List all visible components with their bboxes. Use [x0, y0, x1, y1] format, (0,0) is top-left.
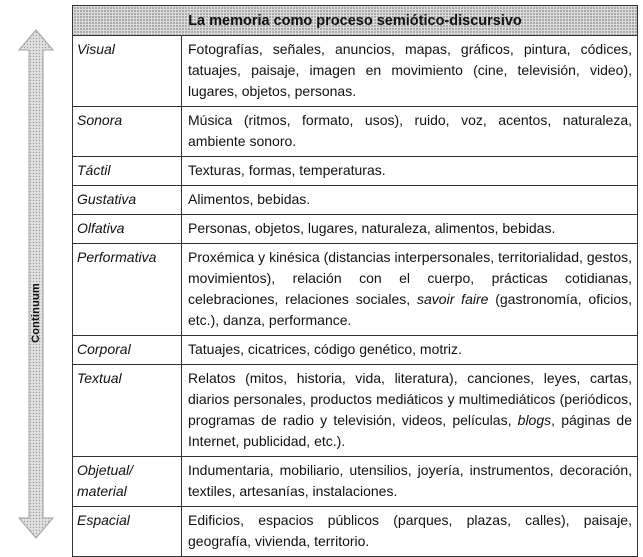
description-sonora: Música (ritmos, formato, usos), ruido, voz, acentos, naturaleza, ambiente sonoro. — [182, 107, 638, 157]
category-corporal: Corporal — [73, 336, 182, 365]
description-tactil: Texturas, formas, temperaturas. — [182, 157, 638, 186]
category-tactil: Táctil — [73, 157, 182, 186]
description-espacial: Edificios, espacios públicos (parques, plazas, calles), paisaje, geografía, vivienda, territorio. — [182, 507, 638, 557]
table-row — [73, 336, 638, 365]
description-text: Proxémica y kinésica (distancias interpersonales, territorialidad, gestos, movimientos), relación con el cuerpo, prácticas cotidianas, celebraciones, relaciones sociales, — [188, 249, 632, 307]
category-sonora: Sonora — [73, 107, 182, 157]
table-row — [73, 365, 638, 457]
table-row — [73, 36, 638, 107]
description-gustativa: Alimentos, bebidas. — [182, 186, 638, 215]
category-performativa: Performativa — [73, 244, 182, 336]
category-textual: Textual — [73, 365, 182, 457]
table-row — [73, 186, 638, 215]
table-row — [73, 457, 638, 507]
category-objetual-material: Objetual/ material — [73, 457, 182, 507]
description-corporal: Tatuajes, cicatrices, código genético, motriz. — [182, 336, 638, 365]
memoria-table — [72, 5, 638, 557]
emphasis-text: savoir faire — [417, 291, 489, 307]
description-visual: Fotografías, señales, anuncios, mapas, gráficos, pintura, códices, tatuajes, paisaje, imagen en movimiento (cine, televisión, video), lugares, objetos, personas. — [182, 36, 638, 107]
continuum-arrow: Continuum — [14, 28, 58, 540]
description-objetual-material: Indumentaria, mobiliario, utensilios, joyería, instrumentos, decoración, textiles, artesanías, instalaciones. — [182, 457, 638, 507]
table-title: La memoria como proceso semiótico-discursivo — [73, 6, 638, 36]
emphasis-text: blogs — [517, 412, 552, 428]
table-row — [73, 244, 638, 336]
category-visual: Visual — [73, 36, 182, 107]
category-olfativa: Olfativa — [73, 215, 182, 244]
table-row — [73, 507, 638, 557]
description-text: , páginas de Internet, publicidad, etc.). — [188, 412, 632, 449]
table-row — [73, 107, 638, 157]
category-gustativa: Gustativa — [73, 186, 182, 215]
table-row — [73, 157, 638, 186]
category-espacial: Espacial — [73, 507, 182, 557]
table-header-row — [73, 6, 638, 36]
description-olfativa: Personas, objetos, lugares, naturaleza, alimentos, bebidas. — [182, 215, 638, 244]
description-performativa — [182, 244, 638, 336]
description-text: Relatos (mitos, historia, vida, literatura), canciones, leyes, cartas, diarios personales, productos mediáticos y multimediáticos (periódicos, programas de radio y televisión, videos, películas, — [188, 370, 632, 428]
description-textual — [182, 365, 638, 457]
table-row — [73, 215, 638, 244]
description-text: (gastronomía, oficios, etc.), danza, performance. — [188, 291, 632, 328]
